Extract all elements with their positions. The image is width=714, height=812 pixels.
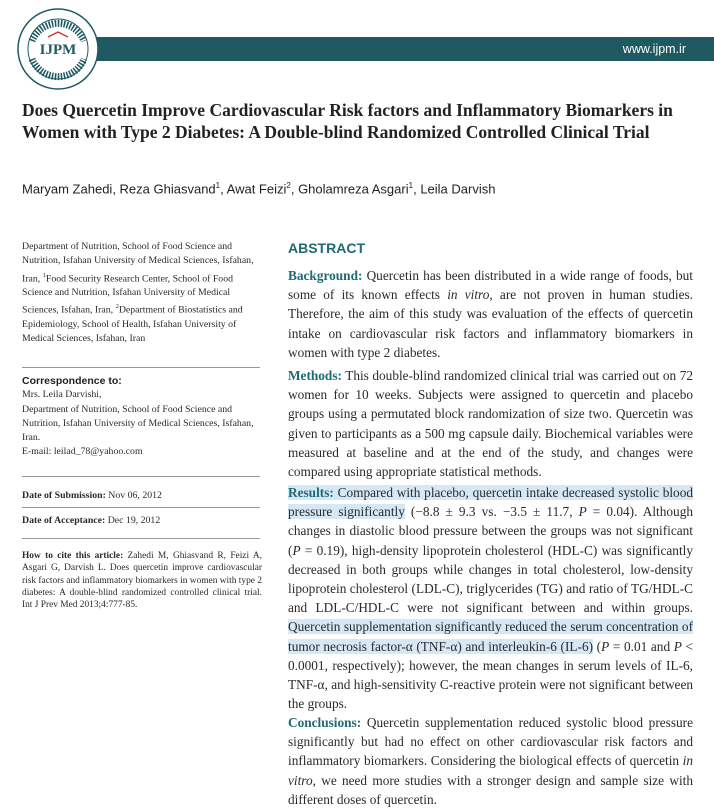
correspondence-name: Mrs. Leila Darvishi, [22, 389, 102, 401]
background-text: Quercetin has been distributed in a wide range of foods, but some of its known effects [288, 268, 693, 303]
submission-label: Date of Submission: [22, 490, 106, 501]
affiliation-text: Department of Biostatistics and Epidemiology, School of Health, Isfahan University of Medical Sciences, Isfahan, Iran [22, 304, 243, 345]
author-name: Awat Feizi [226, 181, 287, 197]
citation [22, 550, 262, 611]
author-name: Leila Darvish [420, 181, 496, 197]
results-text: = 0.01 and [609, 638, 674, 654]
submission-value: Nov 06, 2012 [108, 490, 162, 501]
correspondence-address: Department of Nutrition, School of Food Science and Nutrition, Isfahan University of Medical Sciences, Isfahan, Iran. [22, 403, 254, 444]
results-highlight-text: Compared with placebo, quercetin intake decreased systolic blood pressure significantly [288, 485, 693, 520]
results-text: < 0.0001, respectively); however, the mean changes in serum levels of IL-6, TNF-α, and high-sensitivity C-reactive protein were not significant between the groups. [288, 638, 693, 712]
results-highlight-2: Quercetin supplementation significantly reduced the serum concentration of tumor necrosis factor-α (TNF-α) and interleukin-6 (IL-6) [288, 619, 693, 654]
results-text: = 0.04). Although changes in diastolic blood pressure between the groups was not significant ( [288, 504, 693, 558]
conclusions-text: Quercetin supplementation reduced systolic blood pressure significantly but had no effect on other cardiovascular risk factors and inflammatory biomarkers. Considering the biological effects of quercetin [288, 715, 693, 769]
logo-text: IJPM [39, 42, 77, 58]
affiliation-sup: 1 [42, 271, 46, 279]
acceptance-label: Date of Acceptance: [22, 515, 106, 526]
acceptance-value: Dec 19, 2012 [107, 515, 161, 526]
background-italic: in vitro [447, 287, 490, 303]
citation-text: Zahedi M, Ghiasvand R, Feizi A, Asgari G, Darvish L. Does quercetin improve cardiovascular risk factors and inflammatory biomarkers in women with type 2 diabetes: A double-blind randomized controlled clinical trial. Int J Prev Med 2013;4:777-85. [22, 551, 262, 611]
abstract-background [288, 266, 693, 362]
conclusions-label: Conclusions: [288, 715, 362, 730]
affiliation-text: Department of Nutrition, School of Food Science and Nutrition, Isfahan University of Medical Sciences, Isfahan, Iran, [22, 241, 254, 284]
author-list: Maryam Zahedi, Reza Ghiasvand$^1$, Awat Feizi$^2$, Gholamreza Asgari$^1$, Leila Darvish [22, 181, 496, 197]
divider [22, 476, 260, 477]
author-name: Reza Ghiasvand [119, 181, 216, 197]
author-sup: 2 [286, 181, 291, 190]
correspondence-heading: Correspondence to: [22, 375, 122, 387]
p-label: P [673, 638, 682, 654]
article-title: Does Quercetin Improve Cardiovascular Risk factors and Inflammatory Biomarkers in Women with Type 2 Diabetes: A Double-blind Randomized Controlled Clinical Trial [22, 100, 673, 142]
correspondence [22, 374, 262, 460]
results-text: (−8.8 ± 9.3 vs. −3.5 ± 11.7, [404, 504, 579, 520]
abstract-conclusions [288, 713, 693, 809]
abstract-methods [288, 366, 693, 481]
background-text: , are not proven in human studies. Therefore, the aim of this study was evaluation of the effects of quercetin intake on cardiovascular risk factors and inflammatory biomarkers in women with type 2 diabetes. [288, 287, 693, 360]
abstract-results [288, 483, 693, 713]
abstract-heading: ABSTRACT [288, 240, 365, 256]
p-label: P [292, 542, 301, 558]
author-name: Gholamreza Asgari [298, 181, 409, 197]
submission-date [22, 489, 262, 503]
correspondence-email[interactable]: E-mail: leilad_78@yahoo.com [22, 446, 143, 458]
background-label: Background: [288, 268, 363, 283]
author-sup: 1 [408, 181, 414, 190]
acceptance-date [22, 514, 262, 528]
affiliations [22, 240, 262, 347]
results-text: ( [593, 638, 602, 654]
conclusions-text: , we need more studies with a stronger design and sample size with different doses of quercetin. [288, 772, 693, 807]
methods-label: Methods: [288, 368, 342, 383]
p-label: P [601, 638, 610, 654]
divider [22, 367, 260, 368]
author-sup: 1 [215, 181, 221, 190]
results-label: Results: [288, 485, 334, 500]
citation-label: How to cite this article: [22, 551, 124, 561]
divider [22, 538, 260, 539]
journal-url[interactable]: www.ijpm.ir [622, 42, 686, 56]
affiliation-sup: 2 [115, 303, 119, 311]
methods-text: This double-blind randomized clinical trial was carried out on 72 women for 10 weeks. Subjects were assigned to quercetin and placebo groups using a permutated block randomization of size two. Quercetin was given to participants as a 500 mg capsule daily. Biochemical variables were measured at baseline and at the end of the study, and changes were compared using appropriate statistical methods. [288, 368, 693, 480]
journal-logo [16, 7, 100, 91]
affiliation-text: Food Security Research Center, School of Food Science and Nutrition, Isfahan University of Medical Sciences, Isfahan, Iran, [22, 272, 234, 316]
p-label: P [578, 504, 587, 520]
conclusions-italic: in vitro [288, 753, 693, 788]
results-text: = 0.19), high-density lipoprotein cholesterol (HDL-C) was significantly decreased in both groups while changes in total cholesterol, low-density lipoprotein cholesterol (LDL-C), triglycerides (TG) and ratio of TG/HDL-C and LDL-C/HDL-C were not significant between and within groups. [288, 542, 693, 616]
author-name: Maryam Zahedi [22, 181, 113, 197]
header-bar [50, 37, 714, 61]
divider [22, 507, 260, 508]
